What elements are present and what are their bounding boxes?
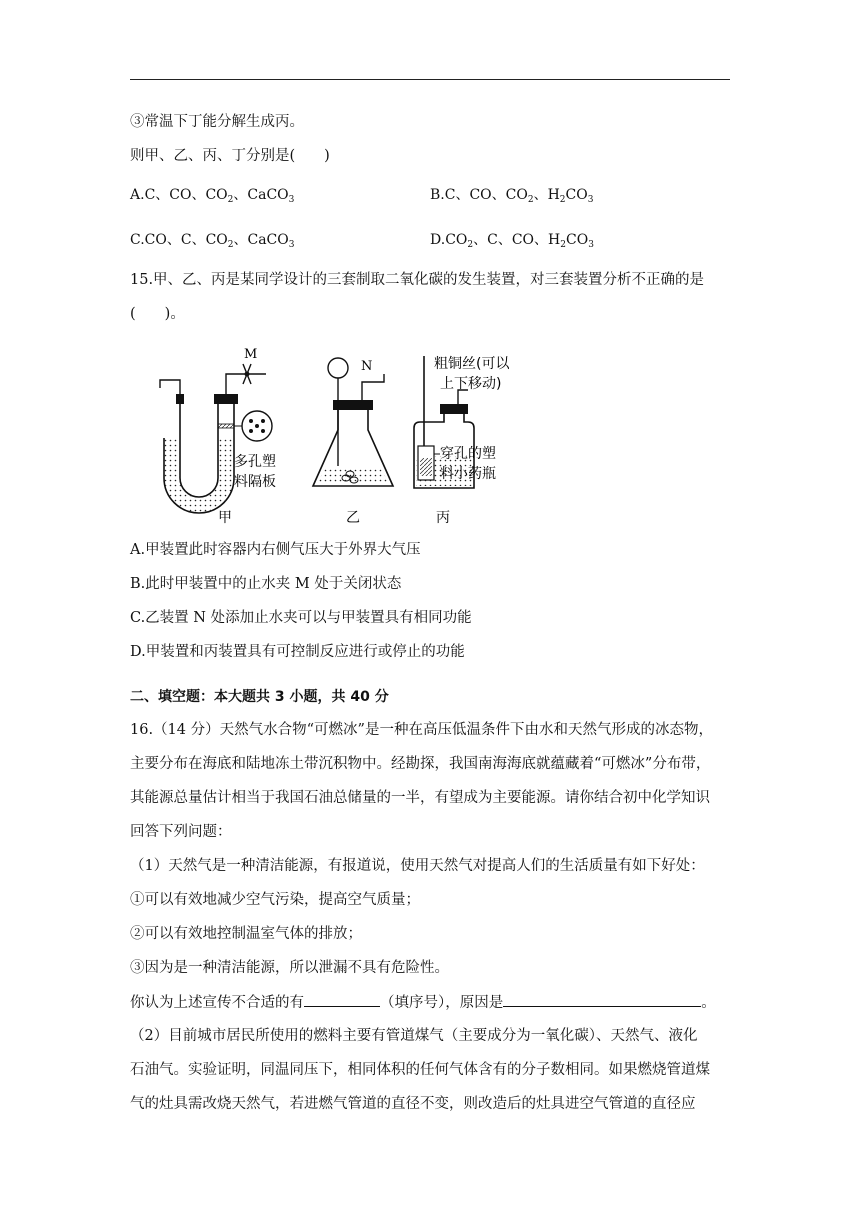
q15-option-d[interactable]: D.甲装置和丙装置具有可控制反应进行或停止的功能 — [130, 644, 465, 660]
q16-part1-item1: ①可以有效地减少空气污染，提高空气质量； — [130, 892, 420, 908]
co2-apparatus-figure — [148, 338, 548, 528]
q15-option-c[interactable]: C.乙装置 N 处添加止水夹可以与甲装置具有相同功能 — [130, 610, 472, 626]
q16-line4: 回答下列问题： — [130, 824, 232, 840]
label-bottle-1: 穿孔的塑 — [440, 446, 496, 462]
q15-stem-line2: ( )。 — [130, 306, 185, 322]
label-wire-2: 上下移动) — [440, 376, 502, 392]
label-m: M — [244, 347, 258, 362]
label-wire-1: 粗铜丝(可以 — [434, 356, 510, 372]
q15-stem-line1: 15.甲、乙、丙是某同学设计的三套制取二氧化碳的发生装置，对三套装置分析不正确的是 — [130, 272, 705, 288]
q15-option-a[interactable]: A.甲装置此时容器内右侧气压大于外界大气压 — [130, 542, 421, 558]
q16-part1-intro: （1）天然气是一种清洁能源，有报道说，使用天然气对提高人们的生活质量有如下好处： — [130, 858, 705, 874]
label-plate-2: 料隔板 — [234, 474, 276, 490]
q16-part1-item3: ③因为是一种清洁能源，所以泄漏不具有危险性。 — [130, 960, 449, 976]
porous-plate-icon — [242, 411, 272, 441]
apparatus-bing — [414, 355, 510, 526]
q14-condition-3: ③常温下丁能分解生成丙。 — [130, 114, 304, 130]
q14-option-b[interactable]: B.C、CO、$CO_2$、$H_2CO_3$ — [430, 187, 594, 205]
label-bottle-2: 料小药瓶 — [440, 466, 496, 482]
q14-option-d[interactable]: $D.CO_2$、C、CO、$H_2CO_3$ — [430, 232, 594, 250]
q16-part1-item2: ②可以有效地控制温室气体的排放； — [130, 926, 362, 942]
apparatus-jia — [160, 347, 276, 526]
answer-blank-items[interactable] — [304, 992, 380, 1007]
q16-part2-line1: （2）目前城市居民所使用的燃料主要有管道煤气（主要成分为一氧化碳）、天然气、液化 — [130, 1028, 698, 1044]
q14-option-c[interactable]: C.CO、C、$CO_2$、CaCO$_3$ — [130, 232, 295, 250]
answer-blank-reason[interactable] — [503, 992, 701, 1007]
q14-option-a[interactable]: A.C、CO、$CO_2$、CaCO$_3$ — [130, 187, 295, 205]
q16-line1: 16.（14 分）天然气水合物“可燃冰”是一种在高压低温条件下由水和天然气形成的冰态物， — [130, 722, 713, 738]
q16-part2-line3: 气的灶具需改烧天然气，若进燃气管道的直径不变，则改造后的灶具进空气管道的直径应 — [130, 1096, 696, 1112]
label-n: N — [361, 359, 373, 374]
caption-jia: 甲 — [218, 510, 232, 526]
q14-stem: 则甲、乙、丙、丁分别是( ) — [130, 148, 330, 164]
q15-option-b[interactable]: B.此时甲装置中的止水夹 M 处于关闭状态 — [130, 576, 402, 592]
q16-part1-ask: 你认为上述宣传不合适的有 （填序号），原因是 。 — [130, 992, 716, 1013]
section-2-title: 二、填空题：本大题共 3 小题，共 40 分 — [130, 689, 389, 705]
label-plate-1: 多孔塑 — [234, 454, 276, 470]
q16-line3: 其能源总量估计相当于我国石油总储量的一半，有望成为主要能源。请你结合初中化学知识 — [130, 790, 710, 806]
header-rule — [130, 79, 730, 80]
q16-line2: 主要分布在海底和陆地冻土带沉积物中。经勘探，我国南海海底就蕴藏着“可燃冰”分布带， — [130, 756, 711, 772]
q16-part2-line2: 石油气。实验证明，同温同压下，相同体积的任何气体含有的分子数相同。如果燃烧管道煤 — [130, 1062, 710, 1078]
caption-yi: 乙 — [346, 510, 360, 526]
caption-bing: 丙 — [436, 510, 450, 526]
apparatus-yi — [313, 358, 393, 526]
